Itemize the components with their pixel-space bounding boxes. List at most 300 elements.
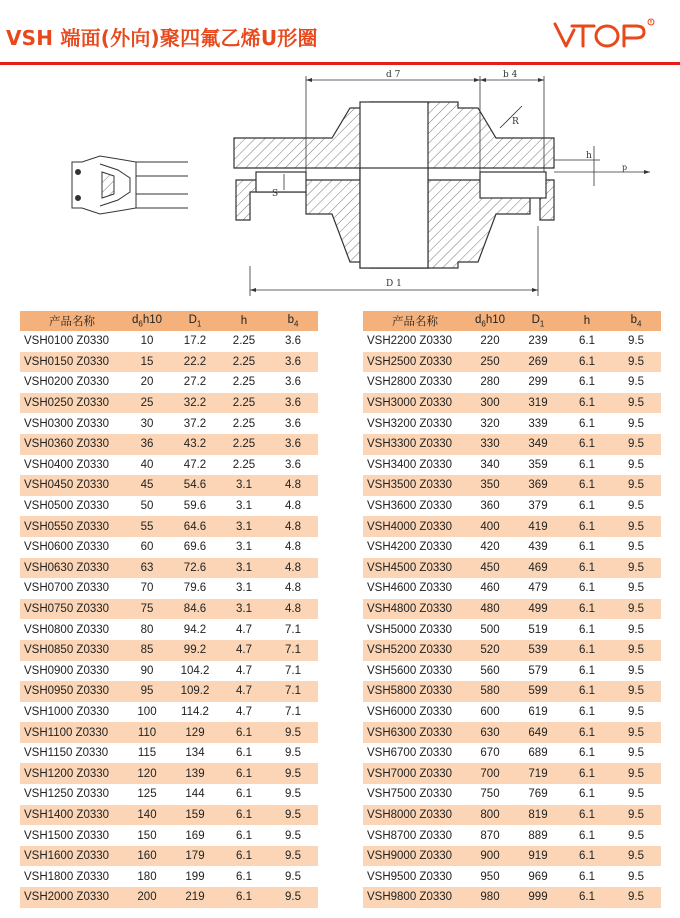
table-row (20, 434, 318, 455)
table-row (363, 661, 661, 682)
cell-product-name: VSH0600 Z0330 (20, 537, 124, 558)
cell-b4: 9.5 (611, 846, 661, 867)
cell-product-name: VSH0450 Z0330 (20, 475, 124, 496)
cell-b4: 9.5 (611, 455, 661, 476)
table-row (363, 352, 661, 373)
cell-product-name: VSH3400 Z0330 (363, 455, 467, 476)
cell-d6: 80 (124, 619, 170, 640)
cell-b4: 9.5 (611, 558, 661, 579)
cell-d1: 819 (513, 805, 563, 826)
table-row (363, 825, 661, 846)
cell-d6: 45 (124, 475, 170, 496)
cell-d6: 700 (467, 763, 513, 784)
cell-b4: 4.8 (268, 578, 318, 599)
cell-h: 6.1 (563, 846, 611, 867)
cell-product-name: VSH0400 Z0330 (20, 455, 124, 476)
cell-h: 2.25 (220, 455, 268, 476)
cell-d1: 54.6 (170, 475, 220, 496)
cell-h: 3.1 (220, 496, 268, 517)
cell-d1: 239 (513, 331, 563, 352)
cell-d1: 469 (513, 558, 563, 579)
cell-product-name: VSH2000 Z0330 (20, 887, 124, 908)
cell-h: 6.1 (220, 825, 268, 846)
table-row (363, 393, 661, 414)
cell-b4: 9.5 (611, 537, 661, 558)
cell-h: 6.1 (563, 496, 611, 517)
table-row (363, 866, 661, 887)
table-row (20, 475, 318, 496)
cell-d1: 269 (513, 352, 563, 373)
cell-d1: 369 (513, 475, 563, 496)
cell-b4: 7.1 (268, 702, 318, 723)
cell-b4: 9.5 (268, 866, 318, 887)
cell-h: 6.1 (563, 661, 611, 682)
cell-product-name: VSH0300 Z0330 (20, 413, 124, 434)
cell-b4: 9.5 (611, 331, 661, 352)
cell-d1: 349 (513, 434, 563, 455)
dim-s-label: S (272, 189, 279, 199)
table-row (20, 825, 318, 846)
cell-b4: 9.5 (268, 763, 318, 784)
table-row (20, 537, 318, 558)
cell-d1: 539 (513, 640, 563, 661)
cell-d6: 25 (124, 393, 170, 414)
table-row (20, 455, 318, 476)
cell-b4: 9.5 (611, 578, 661, 599)
cell-h: 4.7 (220, 681, 268, 702)
table-row (363, 619, 661, 640)
cell-b4: 9.5 (611, 702, 661, 723)
cell-h: 6.1 (563, 702, 611, 723)
table-row (20, 352, 318, 373)
table-row (363, 475, 661, 496)
table-row (363, 578, 661, 599)
cell-d6: 20 (124, 372, 170, 393)
table-row (20, 372, 318, 393)
cell-h: 6.1 (563, 352, 611, 373)
cell-d1: 719 (513, 763, 563, 784)
cell-d6: 85 (124, 640, 170, 661)
cell-b4: 4.8 (268, 496, 318, 517)
cell-d1: 969 (513, 866, 563, 887)
cell-h: 6.1 (563, 434, 611, 455)
cell-product-name: VSH6300 Z0330 (363, 722, 467, 743)
table-row (20, 846, 318, 867)
cell-d1: 27.2 (170, 372, 220, 393)
col-b4: $b_4$ (268, 311, 318, 331)
cell-h: 6.1 (563, 413, 611, 434)
cell-d6: 750 (467, 784, 513, 805)
cell-h: 6.1 (220, 743, 268, 764)
cell-product-name: VSH8700 Z0330 (363, 825, 467, 846)
cell-b4: 9.5 (611, 805, 661, 826)
cell-h: 6.1 (563, 599, 611, 620)
cell-d1: 889 (513, 825, 563, 846)
cell-d1: 319 (513, 393, 563, 414)
cell-product-name: VSH4000 Z0330 (363, 516, 467, 537)
table-row (363, 516, 661, 537)
cell-d1: 479 (513, 578, 563, 599)
cell-d1: 519 (513, 619, 563, 640)
cell-product-name: VSH0750 Z0330 (20, 599, 124, 620)
cell-h: 4.7 (220, 640, 268, 661)
cell-product-name: VSH4500 Z0330 (363, 558, 467, 579)
table-row (363, 784, 661, 805)
cell-b4: 9.5 (611, 784, 661, 805)
cell-d6: 100 (124, 702, 170, 723)
cell-product-name: VSH9800 Z0330 (363, 887, 467, 908)
cell-product-name: VSH1250 Z0330 (20, 784, 124, 805)
cell-product-name: VSH0100 Z0330 (20, 331, 124, 352)
table-row (20, 496, 318, 517)
cell-product-name: VSH1000 Z0330 (20, 702, 124, 723)
cell-b4: 9.5 (611, 681, 661, 702)
table-row (363, 558, 661, 579)
cell-product-name: VSH0200 Z0330 (20, 372, 124, 393)
cell-d6: 600 (467, 702, 513, 723)
cell-h: 3.1 (220, 537, 268, 558)
cell-product-name: VSH2800 Z0330 (363, 372, 467, 393)
cell-d1: 159 (170, 805, 220, 826)
table-row (363, 599, 661, 620)
cell-b4: 9.5 (611, 434, 661, 455)
cell-d1: 439 (513, 537, 563, 558)
cell-d6: 36 (124, 434, 170, 455)
cell-h: 6.1 (563, 331, 611, 352)
seal-profile (72, 156, 188, 214)
cell-b4: 9.5 (611, 372, 661, 393)
col-h: h (220, 311, 268, 331)
cell-b4: 9.5 (611, 743, 661, 764)
cell-b4: 3.6 (268, 413, 318, 434)
cell-d6: 220 (467, 331, 513, 352)
cell-product-name: VSH5600 Z0330 (363, 661, 467, 682)
cell-product-name: VSH0630 Z0330 (20, 558, 124, 579)
cell-d6: 60 (124, 537, 170, 558)
cell-h: 4.7 (220, 702, 268, 723)
cell-d1: 22.2 (170, 352, 220, 373)
table-row (20, 640, 318, 661)
cell-d6: 670 (467, 743, 513, 764)
cell-d6: 420 (467, 537, 513, 558)
cell-product-name: VSH0550 Z0330 (20, 516, 124, 537)
cell-b4: 4.8 (268, 475, 318, 496)
cell-d1: 129 (170, 722, 220, 743)
cell-product-name: VSH0700 Z0330 (20, 578, 124, 599)
cell-d6: 160 (124, 846, 170, 867)
cell-product-name: VSH3600 Z0330 (363, 496, 467, 517)
cell-d6: 300 (467, 393, 513, 414)
cell-b4: 9.5 (611, 640, 661, 661)
table-row (20, 763, 318, 784)
cell-d1: 579 (513, 661, 563, 682)
table-row (363, 743, 661, 764)
cell-b4: 9.5 (611, 393, 661, 414)
cell-d1: 37.2 (170, 413, 220, 434)
cell-product-name: VSH2200 Z0330 (363, 331, 467, 352)
table-row (363, 763, 661, 784)
cell-d6: 900 (467, 846, 513, 867)
cell-d1: 144 (170, 784, 220, 805)
cell-b4: 9.5 (611, 516, 661, 537)
cell-d6: 75 (124, 599, 170, 620)
cell-product-name: VSH5000 Z0330 (363, 619, 467, 640)
cell-d6: 180 (124, 866, 170, 887)
cell-d1: 419 (513, 516, 563, 537)
table-row (363, 434, 661, 455)
col-d6: $d_6h10$ (124, 311, 170, 331)
cell-product-name: VSH5800 Z0330 (363, 681, 467, 702)
cell-h: 6.1 (563, 763, 611, 784)
cell-product-name: VSH4600 Z0330 (363, 578, 467, 599)
cell-d6: 450 (467, 558, 513, 579)
table-row (20, 413, 318, 434)
cell-d6: 50 (124, 496, 170, 517)
dim-h-label: h (586, 151, 592, 161)
cell-product-name: VSH1150 Z0330 (20, 743, 124, 764)
cell-product-name: VSH1600 Z0330 (20, 846, 124, 867)
cell-d6: 150 (124, 825, 170, 846)
table-row (20, 516, 318, 537)
cell-h: 6.1 (563, 743, 611, 764)
cell-d6: 200 (124, 887, 170, 908)
cell-product-name: VSH0800 Z0330 (20, 619, 124, 640)
cell-d6: 70 (124, 578, 170, 599)
cell-h: 6.1 (563, 516, 611, 537)
cell-d1: 79.6 (170, 578, 220, 599)
cell-product-name: VSH4800 Z0330 (363, 599, 467, 620)
cell-product-name: VSH7500 Z0330 (363, 784, 467, 805)
cell-d6: 330 (467, 434, 513, 455)
col-d1: $D_1$ (170, 311, 220, 331)
cell-d6: 55 (124, 516, 170, 537)
table-header-row (363, 311, 661, 331)
cell-d1: 999 (513, 887, 563, 908)
cell-b4: 4.8 (268, 599, 318, 620)
spec-table-left (20, 311, 318, 908)
cell-d1: 104.2 (170, 661, 220, 682)
cell-d1: 919 (513, 846, 563, 867)
cell-d1: 72.6 (170, 558, 220, 579)
table-row (20, 558, 318, 579)
cell-d6: 90 (124, 661, 170, 682)
cell-d6: 980 (467, 887, 513, 908)
cell-h: 6.1 (563, 805, 611, 826)
table-row (363, 455, 661, 476)
cell-product-name: VSH8000 Z0330 (363, 805, 467, 826)
cell-h: 6.1 (563, 722, 611, 743)
cell-h: 2.25 (220, 393, 268, 414)
cell-d6: 10 (124, 331, 170, 352)
cell-h: 6.1 (563, 372, 611, 393)
cell-b4: 3.6 (268, 331, 318, 352)
cell-d1: 47.2 (170, 455, 220, 476)
cell-product-name: VSH5200 Z0330 (363, 640, 467, 661)
cell-b4: 7.1 (268, 619, 318, 640)
table-row (363, 496, 661, 517)
cell-product-name: VSH4200 Z0330 (363, 537, 467, 558)
cell-h: 6.1 (220, 887, 268, 908)
table-row (363, 331, 661, 352)
cell-d1: 59.6 (170, 496, 220, 517)
table-row (363, 413, 661, 434)
cell-d1: 99.2 (170, 640, 220, 661)
cell-d6: 460 (467, 578, 513, 599)
cell-d6: 950 (467, 866, 513, 887)
table-row (20, 619, 318, 640)
cell-product-name: VSH9500 Z0330 (363, 866, 467, 887)
table-row (20, 866, 318, 887)
cell-h: 6.1 (220, 805, 268, 826)
cell-b4: 3.6 (268, 434, 318, 455)
cell-product-name: VSH1500 Z0330 (20, 825, 124, 846)
table-row (363, 681, 661, 702)
cell-product-name: VSH1400 Z0330 (20, 805, 124, 826)
cell-d1: 199 (170, 866, 220, 887)
table-row (20, 578, 318, 599)
cell-b4: 9.5 (611, 763, 661, 784)
cell-d6: 63 (124, 558, 170, 579)
spec-table-right (363, 311, 661, 908)
cell-h: 6.1 (563, 640, 611, 661)
col-d6: $d_6h10$ (467, 311, 513, 331)
cell-b4: 9.5 (611, 413, 661, 434)
cell-product-name: VSH6700 Z0330 (363, 743, 467, 764)
cell-b4: 9.5 (268, 784, 318, 805)
table-row (20, 681, 318, 702)
table-row (20, 331, 318, 352)
cell-d1: 32.2 (170, 393, 220, 414)
cell-d1: 43.2 (170, 434, 220, 455)
cell-h: 6.1 (220, 763, 268, 784)
cell-d6: 15 (124, 352, 170, 373)
cell-d1: 619 (513, 702, 563, 723)
cell-h: 6.1 (563, 455, 611, 476)
cell-h: 6.1 (563, 393, 611, 414)
cell-product-name: VSH6000 Z0330 (363, 702, 467, 723)
col-h: h (563, 311, 611, 331)
cell-d1: 219 (170, 887, 220, 908)
table-row (20, 702, 318, 723)
cell-d6: 250 (467, 352, 513, 373)
cell-b4: 4.8 (268, 537, 318, 558)
cell-h: 3.1 (220, 475, 268, 496)
cell-d6: 340 (467, 455, 513, 476)
cell-d1: 769 (513, 784, 563, 805)
svg-text:R: R (649, 19, 653, 25)
cell-product-name: VSH9000 Z0330 (363, 846, 467, 867)
cell-h: 6.1 (563, 681, 611, 702)
cell-product-name: VSH1100 Z0330 (20, 722, 124, 743)
cell-d1: 139 (170, 763, 220, 784)
cell-b4: 9.5 (268, 846, 318, 867)
cell-h: 6.1 (220, 866, 268, 887)
cell-b4: 9.5 (268, 805, 318, 826)
cell-product-name: VSH3500 Z0330 (363, 475, 467, 496)
cell-d6: 580 (467, 681, 513, 702)
dim-d1-label: D 1 (386, 279, 402, 289)
cell-d1: 64.6 (170, 516, 220, 537)
cell-h: 2.25 (220, 352, 268, 373)
table-row (363, 640, 661, 661)
cell-product-name: VSH0360 Z0330 (20, 434, 124, 455)
cell-product-name: VSH2500 Z0330 (363, 352, 467, 373)
cell-d6: 110 (124, 722, 170, 743)
dim-r-label: R (512, 117, 519, 127)
cell-d1: 114.2 (170, 702, 220, 723)
cell-product-name: VSH0150 Z0330 (20, 352, 124, 373)
cell-d1: 299 (513, 372, 563, 393)
cell-h: 2.25 (220, 331, 268, 352)
cell-d6: 40 (124, 455, 170, 476)
cell-b4: 7.1 (268, 681, 318, 702)
cell-d6: 800 (467, 805, 513, 826)
cell-d6: 520 (467, 640, 513, 661)
cell-product-name: VSH3000 Z0330 (363, 393, 467, 414)
cell-d1: 94.2 (170, 619, 220, 640)
cell-h: 4.7 (220, 619, 268, 640)
cell-h: 6.1 (563, 887, 611, 908)
cell-product-name: VSH1800 Z0330 (20, 866, 124, 887)
cell-b4: 9.5 (611, 887, 661, 908)
cell-d1: 17.2 (170, 331, 220, 352)
cell-h: 6.1 (563, 866, 611, 887)
cell-b4: 9.5 (611, 825, 661, 846)
cell-b4: 9.5 (611, 475, 661, 496)
cell-b4: 9.5 (611, 496, 661, 517)
cell-product-name: VSH1200 Z0330 (20, 763, 124, 784)
cell-product-name: VSH3300 Z0330 (363, 434, 467, 455)
cell-h: 2.25 (220, 372, 268, 393)
col-d1: $D_1$ (513, 311, 563, 331)
cell-h: 6.1 (563, 475, 611, 496)
cell-d6: 320 (467, 413, 513, 434)
cell-d1: 109.2 (170, 681, 220, 702)
cell-h: 6.1 (563, 578, 611, 599)
cell-b4: 3.6 (268, 393, 318, 414)
cell-d1: 599 (513, 681, 563, 702)
table-row (20, 722, 318, 743)
cell-d6: 125 (124, 784, 170, 805)
table-row (363, 702, 661, 723)
cell-h: 6.1 (220, 846, 268, 867)
table-row (20, 784, 318, 805)
cell-product-name: VSH0250 Z0330 (20, 393, 124, 414)
page-title: VSH 端面(外向)聚四氟乙烯U形圈 (6, 26, 318, 50)
cell-d1: 169 (170, 825, 220, 846)
cell-b4: 9.5 (611, 866, 661, 887)
cell-d6: 480 (467, 599, 513, 620)
cell-h: 3.1 (220, 578, 268, 599)
table-row (363, 537, 661, 558)
cell-d6: 30 (124, 413, 170, 434)
cell-d1: 339 (513, 413, 563, 434)
table-header-row (20, 311, 318, 331)
cell-product-name: VSH0500 Z0330 (20, 496, 124, 517)
cell-d6: 140 (124, 805, 170, 826)
cell-d1: 689 (513, 743, 563, 764)
cell-product-name: VSH7000 Z0330 (363, 763, 467, 784)
cell-h: 6.1 (563, 537, 611, 558)
table-row (20, 887, 318, 908)
cell-product-name: VSH3200 Z0330 (363, 413, 467, 434)
cell-h: 3.1 (220, 558, 268, 579)
table-row (363, 722, 661, 743)
cell-product-name: VSH0950 Z0330 (20, 681, 124, 702)
cell-d6: 120 (124, 763, 170, 784)
cell-h: 3.1 (220, 516, 268, 537)
cell-d1: 649 (513, 722, 563, 743)
